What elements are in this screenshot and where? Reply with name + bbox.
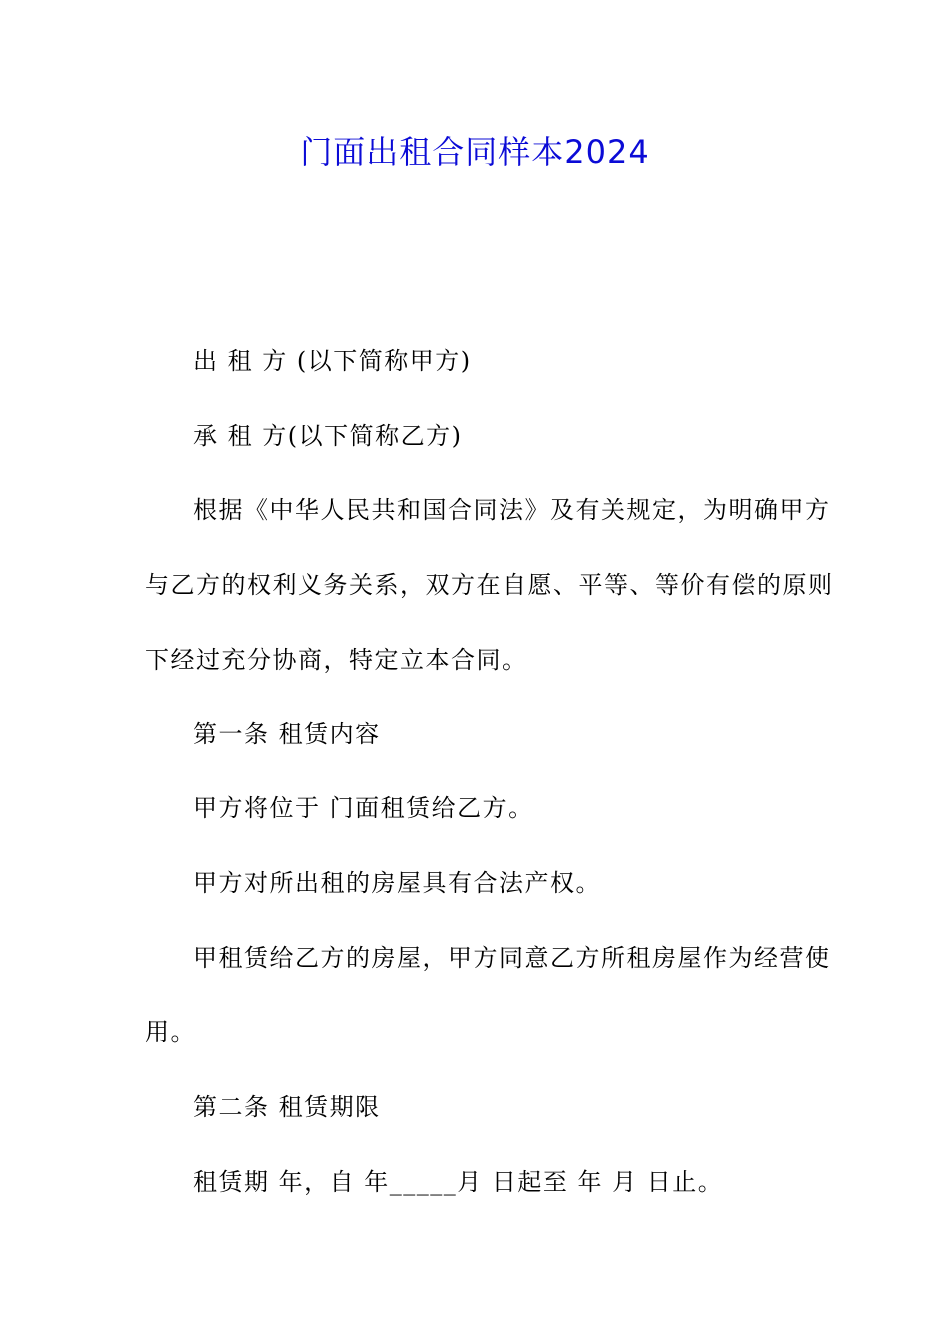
article-1-heading: 第一条 租赁内容 [193, 720, 381, 748]
lessee-line: 承 租 方(以下简称乙方) [193, 422, 463, 450]
preamble-line-1: 根据《中华人民共和国合同法》及有关规定，为明确甲方 [193, 496, 831, 524]
document-title: 门面出租合同样本2024 [300, 133, 650, 171]
preamble-line-2: 与乙方的权利义务关系，双方在自愿、平等、等价有偿的原则 [145, 571, 834, 599]
article-2-clause-1: 租赁期 年，自 年_____月 日起至 年 月 日止。 [193, 1168, 724, 1196]
preamble-line-3: 下经过充分协商，特定立本合同。 [145, 646, 528, 674]
article-1-clause-1: 甲方将位于 门面租赁给乙方。 [193, 794, 534, 822]
lessor-line: 出 租 方 (以下简称甲方) [193, 347, 472, 375]
article-1-clause-2: 甲方对所出租的房屋具有合法产权。 [193, 869, 601, 897]
article-1-clause-3-line-2: 用。 [145, 1018, 196, 1046]
article-1-clause-3-line-1: 甲租赁给乙方的房屋，甲方同意乙方所租房屋作为经营使 [193, 944, 831, 972]
article-2-heading: 第二条 租赁期限 [193, 1093, 381, 1121]
